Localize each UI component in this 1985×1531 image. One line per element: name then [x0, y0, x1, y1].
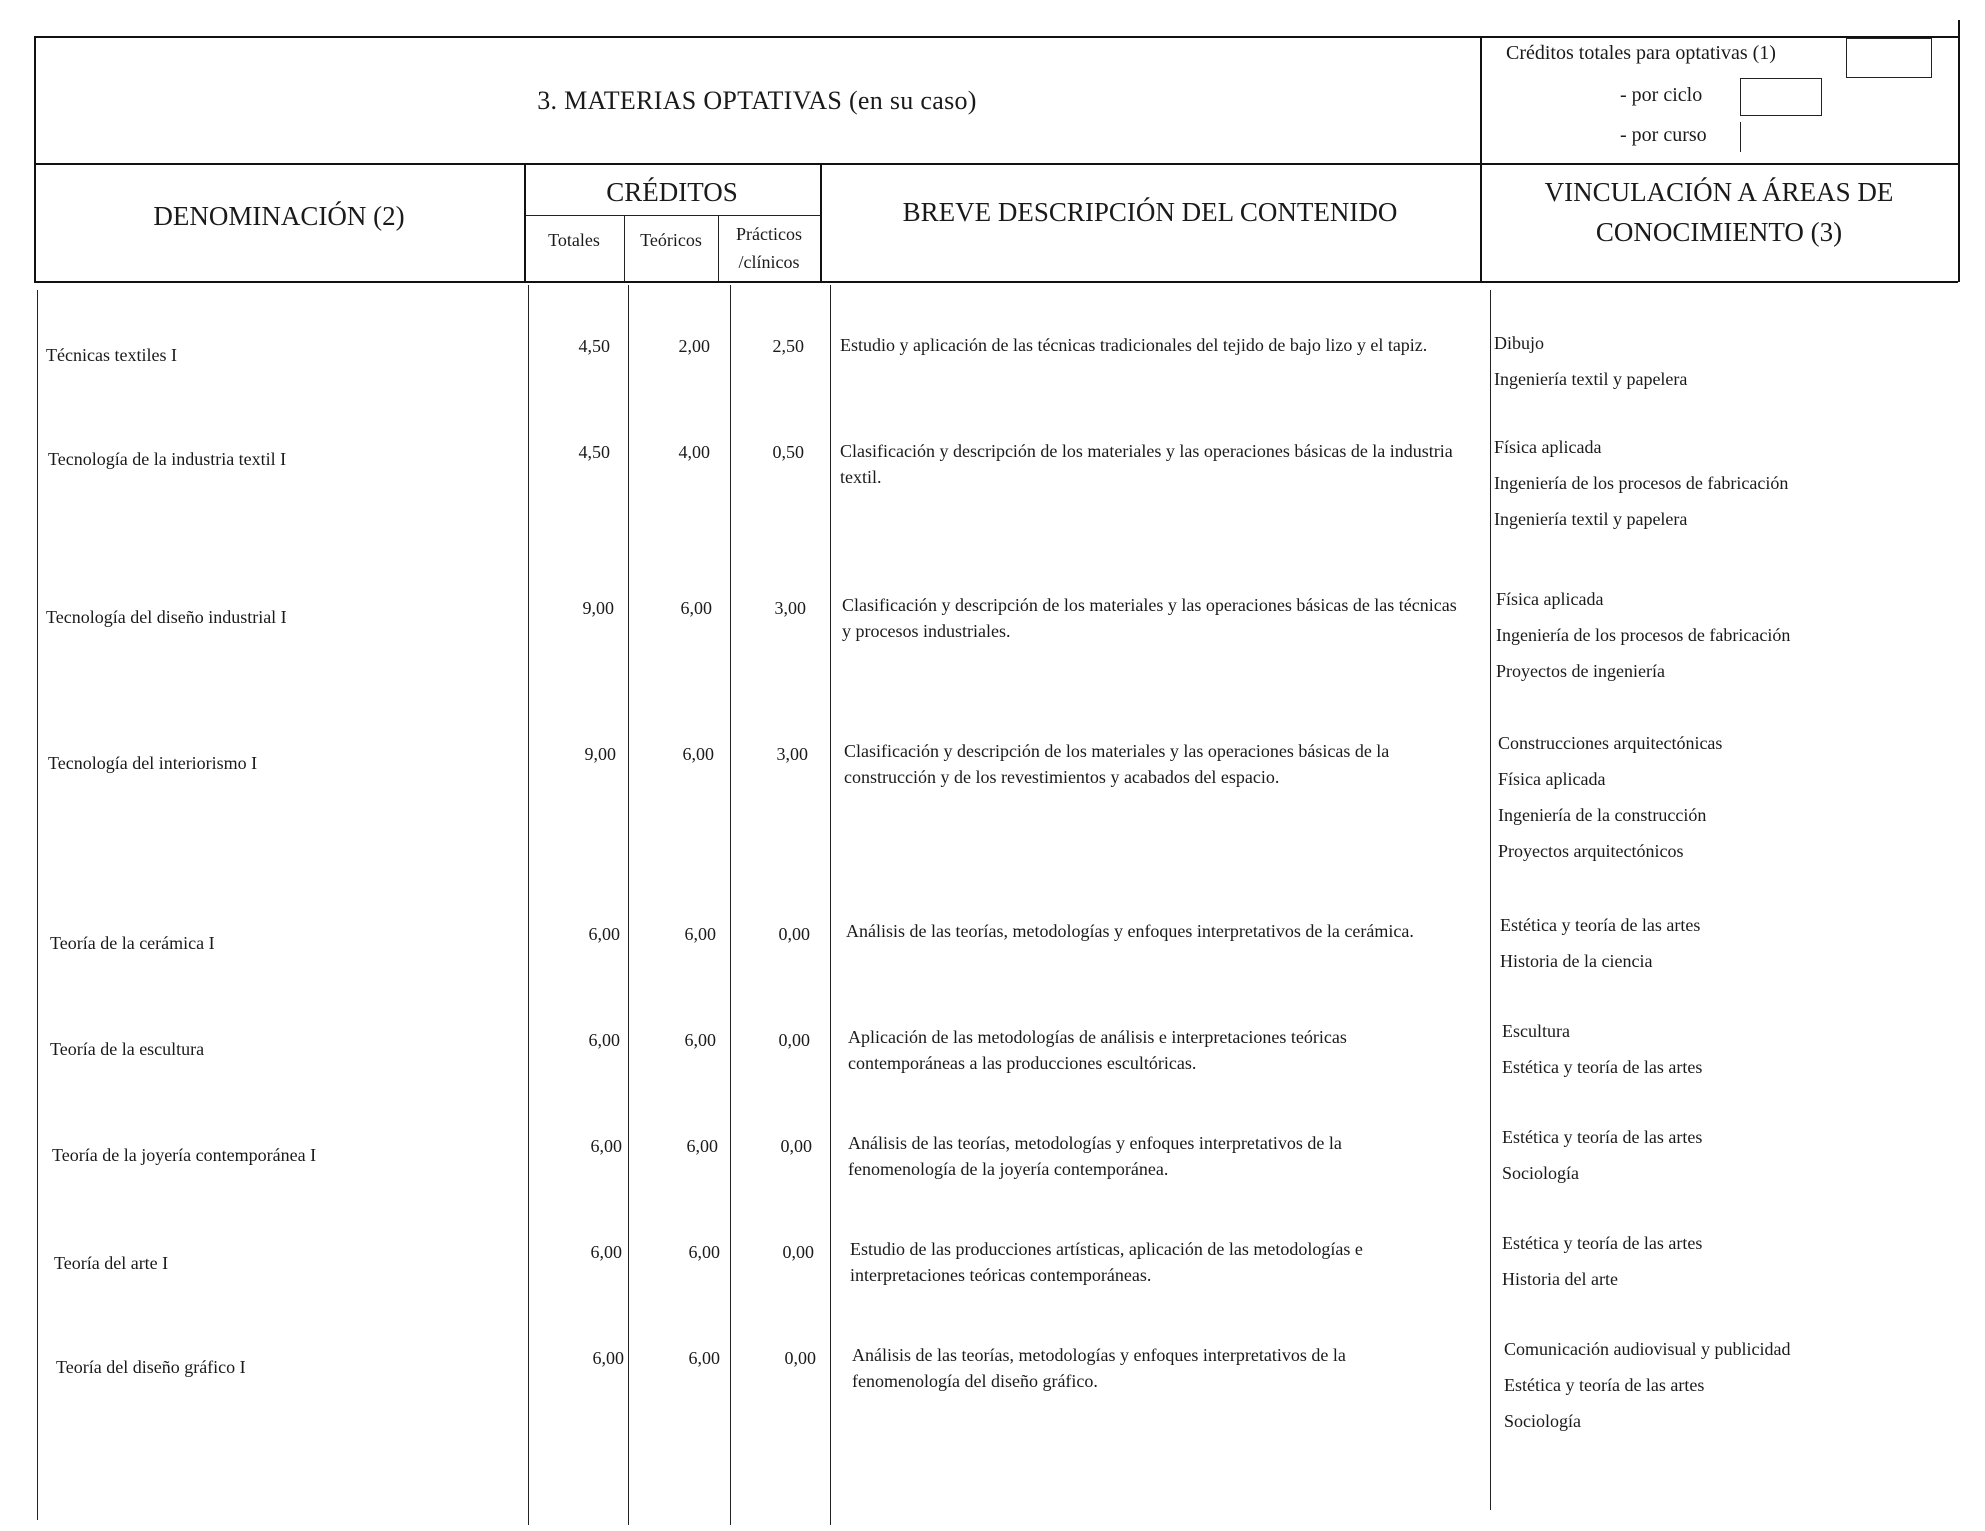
row-totales: 4,50	[578, 336, 610, 356]
row-name: Tecnología del diseño industrial I	[46, 607, 287, 627]
row-descripcion: Clasificación y descripción de los materiales y las operaciones básicas de la construcción y de los revestimientos y acabados del espacio.	[844, 741, 1390, 787]
area-item: Física aplicada	[1498, 769, 1606, 789]
row-teoricos: 6,00	[684, 1030, 716, 1050]
header-denominacion: DENOMINACIÓN (2)	[153, 201, 405, 231]
row-practicos: 0,00	[780, 1136, 812, 1156]
row-teoricos: 6,00	[680, 598, 712, 618]
row-teoricos: 6,00	[682, 744, 714, 764]
row-areas	[1502, 1018, 1702, 1090]
area-item: Sociología	[1502, 1163, 1579, 1183]
row-areas	[1498, 730, 1722, 874]
area-item: Física aplicada	[1494, 437, 1602, 457]
area-item: Ingeniería de los procesos de fabricación	[1496, 625, 1791, 645]
row-totales: 4,50	[578, 442, 610, 462]
area-item: Estética y teoría de las artes	[1502, 1233, 1703, 1253]
area-item: Estética y teoría de las artes	[1500, 915, 1701, 935]
row-name: Tecnología del interiorismo I	[48, 753, 258, 773]
header-descripcion: BREVE DESCRIPCIÓN DEL CONTENIDO	[902, 197, 1398, 227]
row-descripcion: Estudio y aplicación de las técnicas tradicionales del tejido de bajo lizo y el tapiz.	[840, 335, 1428, 355]
row-practicos: 3,00	[776, 744, 808, 764]
row-name: Teoría del arte I	[54, 1253, 169, 1273]
row-areas	[1502, 1124, 1702, 1196]
header-practicos-line1: Prácticos	[736, 224, 802, 244]
header-teoricos: Teóricos	[640, 230, 702, 250]
row-areas	[1494, 330, 1687, 402]
cycle-credits-label: - por ciclo	[1620, 84, 1703, 106]
row-descripcion: Aplicación de las metodologías de análisis e interpretaciones teóricas contemporáneas a las producciones escultóricas.	[848, 1027, 1347, 1073]
header-practicos-line2: /clínicos	[738, 252, 800, 272]
area-item: Proyectos de ingeniería	[1496, 661, 1665, 681]
row-teoricos: 6,00	[688, 1348, 720, 1368]
course-credits-label: - por curso	[1620, 124, 1707, 146]
row-name: Tecnología de la industria textil I	[48, 449, 287, 469]
area-item: Historia del arte	[1502, 1269, 1618, 1289]
area-item: Ingeniería textil y papelera	[1494, 369, 1688, 389]
area-item: Ingeniería de la construcción	[1498, 805, 1707, 825]
header-vinculacion-line2: CONOCIMIENTO (3)	[1595, 217, 1843, 247]
header-vinculacion-line1: VINCULACIÓN A ÁREAS DE	[1544, 177, 1894, 207]
area-item: Estética y teoría de las artes	[1504, 1375, 1705, 1395]
row-name: Teoría del diseño gráfico I	[56, 1357, 246, 1377]
row-name: Teoría de la joyería contemporánea I	[52, 1145, 317, 1165]
row-teoricos: 6,00	[686, 1136, 718, 1156]
row-practicos: 0,00	[778, 924, 810, 944]
page-title: 3. MATERIAS OPTATIVAS (en su caso)	[537, 86, 977, 115]
row-totales: 6,00	[592, 1348, 624, 1368]
header-practicos	[718, 220, 820, 276]
row-teoricos: 4,00	[678, 442, 710, 462]
row-practicos: 2,50	[772, 336, 804, 356]
row-descripcion: Análisis de las teorías, metodologías y enfoques interpretativos de la cerámica.	[846, 921, 1414, 941]
row-practicos: 0,00	[784, 1348, 816, 1368]
header-vinculacion	[1480, 172, 1958, 252]
course-credits-box[interactable]	[1740, 122, 1821, 152]
area-item: Estética y teoría de las artes	[1502, 1057, 1703, 1077]
header-totales: Totales	[548, 230, 600, 250]
row-practicos: 0,00	[778, 1030, 810, 1050]
row-name: Teoría de la escultura	[50, 1039, 205, 1059]
total-credits-box[interactable]	[1846, 38, 1932, 78]
area-item: Escultura	[1502, 1021, 1570, 1041]
area-item: Ingeniería de los procesos de fabricación	[1494, 473, 1789, 493]
area-item: Proyectos arquitectónicos	[1498, 841, 1684, 861]
cycle-credits-box[interactable]	[1740, 78, 1822, 116]
area-item: Dibujo	[1494, 333, 1545, 353]
row-totales: 9,00	[584, 744, 616, 764]
row-areas	[1494, 434, 1788, 542]
area-item: Ingeniería textil y papelera	[1494, 509, 1688, 529]
area-item: Física aplicada	[1496, 589, 1604, 609]
row-teoricos: 2,00	[678, 336, 710, 356]
row-totales: 6,00	[590, 1242, 622, 1262]
area-item: Estética y teoría de las artes	[1502, 1127, 1703, 1147]
row-totales: 6,00	[588, 924, 620, 944]
area-item: Comunicación audiovisual y publicidad	[1504, 1339, 1791, 1359]
row-teoricos: 6,00	[684, 924, 716, 944]
row-areas	[1500, 912, 1700, 984]
row-totales: 6,00	[588, 1030, 620, 1050]
row-descripcion: Análisis de las teorías, metodologías y enfoques interpretativos de la fenomenología de la joyería contemporánea.	[848, 1133, 1342, 1179]
row-practicos: 3,00	[774, 598, 806, 618]
row-practicos: 0,00	[782, 1242, 814, 1262]
row-areas	[1504, 1336, 1790, 1444]
row-name: Técnicas textiles I	[46, 345, 177, 365]
row-descripcion: Clasificación y descripción de los materiales y las operaciones básicas de las técnicas y procesos industriales.	[842, 595, 1457, 641]
row-totales: 9,00	[582, 598, 614, 618]
row-totales: 6,00	[590, 1136, 622, 1156]
header-creditos: CRÉDITOS	[606, 177, 738, 207]
row-descripcion: Estudio de las producciones artísticas, aplicación de las metodologías e interpretaciones teóricas contemporáneas.	[850, 1239, 1363, 1285]
row-areas	[1496, 586, 1790, 694]
total-credits-label: Créditos totales para optativas (1)	[1506, 42, 1776, 64]
row-descripcion: Clasificación y descripción de los materiales y las operaciones básicas de la industria textil.	[840, 441, 1453, 487]
area-item: Sociología	[1504, 1411, 1581, 1431]
area-item: Historia de la ciencia	[1500, 951, 1653, 971]
row-areas	[1502, 1230, 1702, 1302]
row-name: Teoría de la cerámica I	[50, 933, 215, 953]
row-teoricos: 6,00	[688, 1242, 720, 1262]
row-practicos: 0,50	[772, 442, 804, 462]
area-item: Construcciones arquitectónicas	[1498, 733, 1723, 753]
row-descripcion: Análisis de las teorías, metodologías y enfoques interpretativos de la fenomenología del diseño gráfico.	[852, 1345, 1346, 1391]
